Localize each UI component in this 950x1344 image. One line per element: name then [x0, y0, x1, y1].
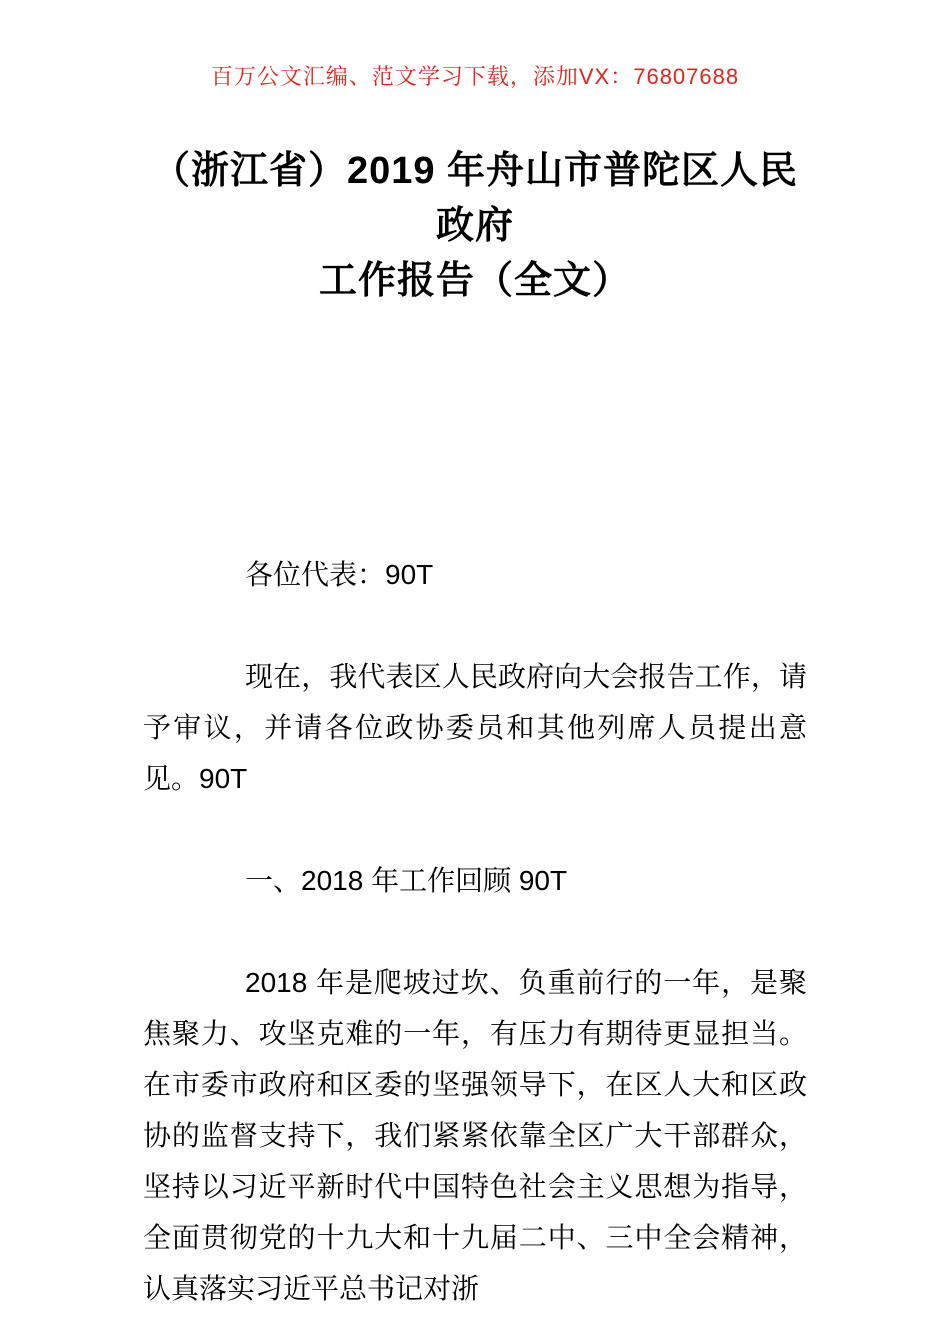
document-title-line2: 工作报告（全文）	[318, 260, 631, 302]
section-heading: 一、2018 年工作回顾 90T	[245, 865, 568, 896]
document-body	[143, 549, 807, 1314]
intro-paragraph: 现在，我代表区人民政府向大会报告工作，请予审议，并请各位政协委员和其他列席人员提出意见。90T	[143, 661, 807, 794]
review-paragraph: 2018 年是爬坡过坎、负重前行的一年，是聚焦聚力、攻坚克难的一年，有压力有期待更显担当。在市委市政府和区委的坚强领导下，在区人大和区政协的监督支持下，我们紧紧依靠全区广大干部群众，坚持以习近平新时代中国特色社会主义思想为指导，全面贯彻党的十九大和十九届二中、三中全会精神，认真落实习近平总书记对浙	[143, 967, 807, 1304]
document-title	[135, 144, 815, 309]
document-title-line1: （浙江省）2019 年舟山市普陀区人民政府	[151, 150, 799, 247]
salutation-paragraph: 各位代表：90T	[245, 559, 434, 590]
promo-banner-text: 百万公文汇编、范文学习下载，添加VX：76807688	[210, 64, 740, 89]
